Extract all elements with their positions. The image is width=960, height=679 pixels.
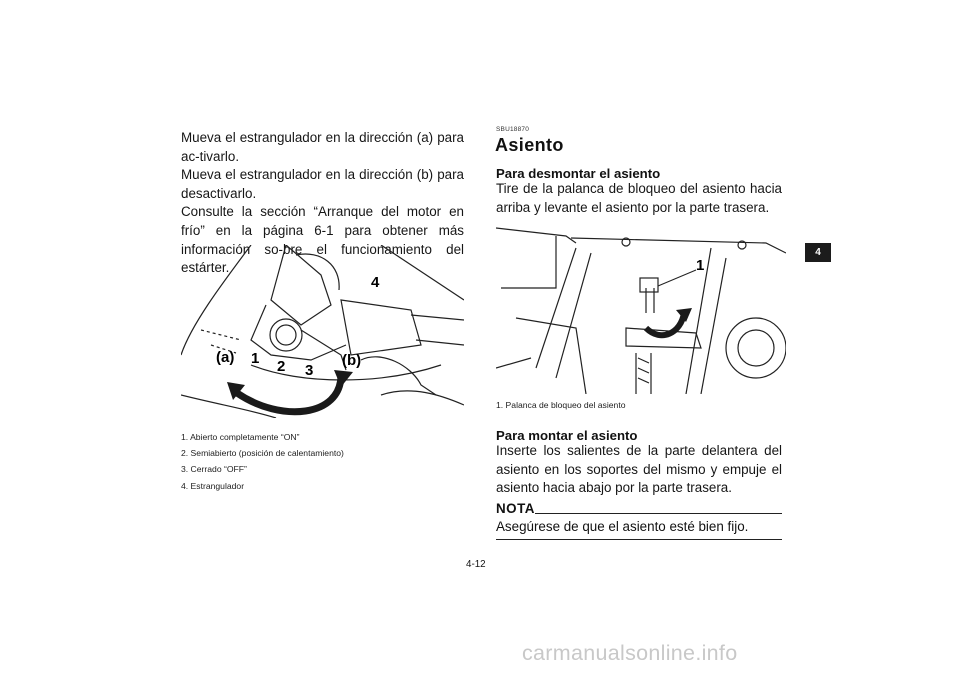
legend-item: 1. Palanca de bloqueo del asiento xyxy=(496,400,626,410)
paragraph-activate: Mueva el estrangulador en la dirección (a) para ac-tivarlo. xyxy=(181,130,464,164)
seat-lock-figure xyxy=(496,218,786,394)
install-heading: Para montar el asiento xyxy=(496,428,638,443)
paragraph-reference: Consulte la sección “Arranque del motor en frío” en la página 6-1 para obtener más información so-bre el funcionamiento del estárter. xyxy=(181,204,464,276)
section-title: Asiento xyxy=(495,135,564,155)
callout-4: 4 xyxy=(371,274,380,291)
callout-1: 1 xyxy=(251,350,260,367)
remove-heading: Para desmontar el asiento xyxy=(496,166,661,181)
figure-legend-right xyxy=(496,397,626,413)
install-text: Inserte los salientes de la parte delantera del asiento en los soportes del mismo y empuje el asiento hacia abajo por la parte trasera. xyxy=(496,443,782,496)
legend-item: 1. Abierto completamente “ON” xyxy=(181,432,300,442)
page-number: 4-12 xyxy=(466,559,486,570)
remove-text: Tire de la palanca de bloqueo del asiento hacia arriba y levante el asiento por la parte trasera. xyxy=(496,181,782,215)
choke-direction-arrow xyxy=(237,375,341,412)
callout-a: (a) xyxy=(216,349,235,366)
legend-item: 3. Cerrado “OFF” xyxy=(181,464,247,475)
note-title: NOTA xyxy=(496,501,535,516)
note-bottom-rule xyxy=(496,539,782,540)
callout-3: 3 xyxy=(305,362,314,379)
section-code: SBU18870 xyxy=(496,126,530,133)
watermark: carmanualsonline.info xyxy=(522,641,738,665)
choke-figure xyxy=(181,245,464,418)
callout-1: 1 xyxy=(696,257,705,274)
callout-b: (b) xyxy=(342,352,362,369)
chapter-tab: 4 xyxy=(805,243,831,262)
legend-item: 4. Estrangulador xyxy=(181,480,245,491)
figure-legend-left xyxy=(181,429,344,494)
callout-2: 2 xyxy=(277,358,286,375)
legend-item: 2. Semiabierto (posición de calentamiento) xyxy=(181,448,344,459)
note-text: Asegúrese de que el asiento esté bien fijo. xyxy=(496,519,749,534)
note-rule xyxy=(535,513,782,514)
paragraph-deactivate: Mueva el estrangulador en la dirección (b) para desactivarlo. xyxy=(181,167,464,201)
